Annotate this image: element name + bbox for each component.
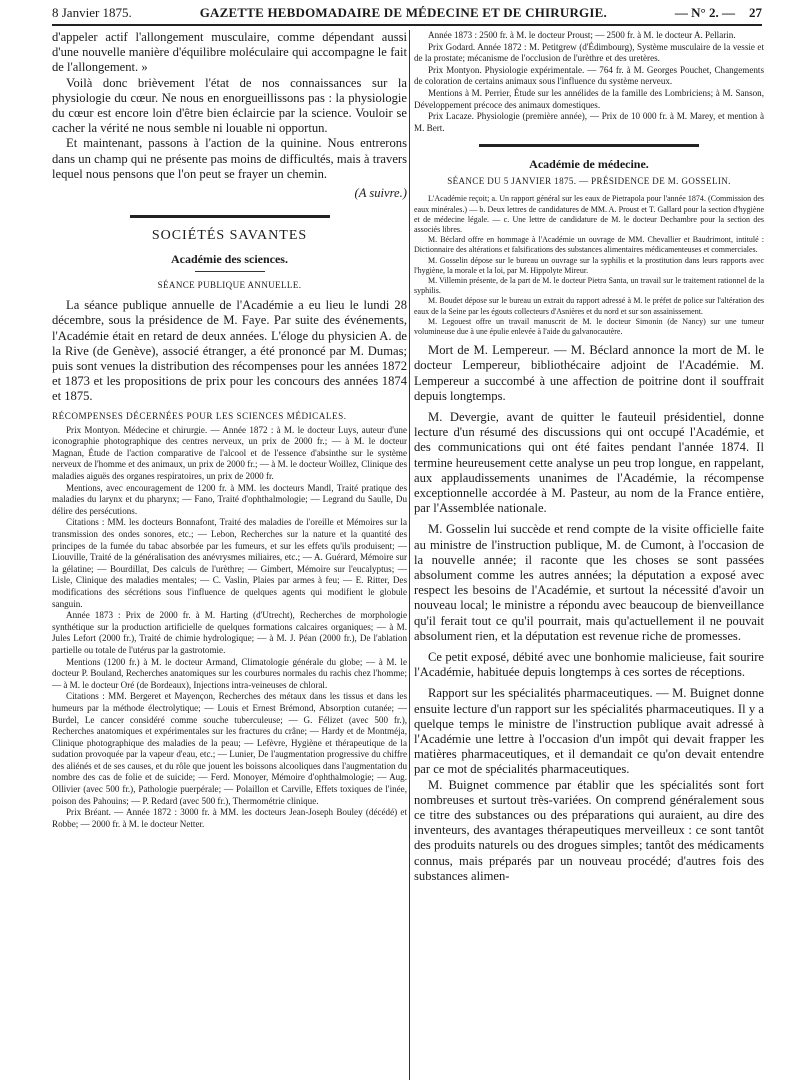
academy-heading: Académie des sciences.	[171, 252, 288, 267]
award-entry: Prix Lacaze. Physiologie (première année), — Prix de 10 000 fr. à M. Marey, et mention à M. Bert.	[414, 111, 764, 133]
section-rule	[130, 215, 330, 218]
award-entry: Prix Bréant. — Année 1872 : 3000 fr. à MM. les docteurs Jean-Joseph Bouley (décédé) et Robbe; — 2000 fr. à M. le docteur Netter.	[52, 807, 407, 829]
paragraph: M. Gosselin lui succède et rend compte de la visite officielle faite au ministre de l'instruction publique, M. de Cumont, à l'occasion de la nouvelle année; il raconte que les choses se sont passées absolument comme les autres années; la députation a exposé avec respect les besoins de l'Académie, et surtout la nécessité d'avoir un nouveau local; le ministre a répondu avec beaucoup de bienveillance qu'il ferait tout ce qu'il pourrait, mais qu'actuellement il ne pouvait absolument rien, et la députation est revenue riche de promesses.	[414, 522, 764, 643]
paragraph: M. Buignet commence par établir que les spécialités sont fort nombreuses et surtout très-variées. On comprend généralement sous ce titre des substances ou des préparations qui auraient, au dire des inventeurs, des avantages thérapeutiques merveilleux : ce sont tantôt des produits naturels ou des drogues simples; tantôt des médicaments connus, mais préparés par un nouveau procédé; d'autres fois des substances alimen-	[414, 777, 764, 883]
paragraph: Rapport sur les spécialités pharmaceutiques. — M. Buignet donne ensuite lecture d'un rapport sur les spécialités pharmaceutiques. Il y a quelque temps le ministre de l'instruction publique avait adressé à l'Académie une lettre à l'occasion d'un impôt qui devait frapper les matières pharmaceutiques, et il demandait ce qu'on devait entendre par ce mot de spécialités pharmaceutiques.	[414, 686, 764, 777]
awards-heading: RÉCOMPENSES DÉCERNÉES POUR LES SCIENCES MÉDICALES.	[52, 410, 347, 421]
right-column	[414, 30, 764, 884]
column-divider	[409, 30, 410, 1080]
session-heading: SÉANCE PUBLIQUE ANNUELLE.	[157, 280, 302, 291]
section-rule	[479, 144, 699, 147]
award-entry: Prix Godard. Année 1872 : M. Petitgrew (d'Édimbourg), Système musculaire de la vessie et de la prostate; mécanisme de l'occlusion de l'urèthre et des uretères.	[414, 41, 764, 64]
minutes-entry: M. Béclard offre en hommage à l'Académie un ouvrage de MM. Chevallier et Baudrimont, intitulé : Dictionnaire des altérations et falsifications des substances alimentaires médicamenteuses et commerciales.	[414, 235, 764, 255]
paragraph: La séance publique annuelle de l'Académie a eu lieu le lundi 28 décembre, sous la présidence de M. Faye. Par suite des événements, l'Académie était en retard de deux années. L'éloge du physicien A. de la Rive (de Genève), associé étranger, a été prononcé par M. Dumas; puis sont venues la distribution des récompenses pour les années 1872 et 1873 et les propositions de prix pour les concours des années 1874 et 1875.	[52, 298, 407, 404]
minutes-entry: M. Legouest offre un travail manuscrit de M. le docteur Simonin (de Nancy) sur une tumeur volumineuse due à une épulie enlevée à l'aide du galvanocautère.	[414, 316, 764, 336]
header-title: GAZETTE HEBDOMADAIRE DE MÉDECINE ET DE CHIRURGIE.	[199, 5, 607, 20]
paragraph: Mort de M. Lempereur. — M. Béclard annonce la mort de M. le docteur Lempereur, bibliothécaire adjoint de l'Académie. M. Lempereur a succombé à une affection de poitrine dont il souffrait depuis longtemps.	[414, 343, 764, 403]
paragraph: Voilà donc brièvement l'état de nos connaissances sur la physiologie du cœur. Ne nous en enorgueillissons pas : la physiologie du cœur est encore loin d'être bien éclaircie par la science. Vouloir se cacher la vérité ne nous semble ni louable ni opportun.	[52, 75, 407, 136]
award-entry: Mentions, avec encouragement de 1200 fr. à MM. les docteurs Mandl, Traité pratique des maladies du larynx et du pharynx; — Fano, Traité d'ophthalmologie; — Legrand du Saulle, Du délire des persécutions.	[52, 482, 407, 516]
award-entry: Année 1873 : 2500 fr. à M. le docteur Proust; — 2500 fr. à M. le docteur A. Pellarin.	[428, 30, 736, 40]
minutes-entry: M. Villemin présente, de la part de M. le docteur Pietra Santa, un travail sur le traitement rationnel de la syphilis.	[414, 275, 764, 296]
minutes-entry: M. Gosselin dépose sur le bureau un ouvrage sur la syphilis et la prostitution dans leurs rapports avec l'hygiène, la morale et la loi, par M. Hippolyte Mireur.	[414, 255, 764, 275]
paragraph: d'appeler actif l'allongement musculaire, comme dépendant aussi d'une nouvelle manière d'équilibre moléculaire qui accompagne le fait de l'allongement. »	[52, 30, 407, 75]
session-heading: SÉANCE DU 5 JANVIER 1875. — PRÉSIDENCE DE M. GOSSELIN.	[447, 176, 731, 187]
section-title: SOCIÉTÉS SAVANTES	[151, 228, 308, 244]
award-entry: Prix Montyon. Médecine et chirurgie. — Année 1872 : à M. le docteur Luys, auteur d'une iconographie photographique des centres nerveux, un prix de 2000 fr.; — à M. le docteur Magnan, Étude de l'action comparative de l'alcool et de l'essence d'absinthe sur le système nerveux de l'homme et des animaux, un prix de 2000 fr.; — à M. le docteur Woillez, Clinique des maladies aiguës des organes respiratoires, un prix de 2000 fr.	[52, 424, 407, 482]
header-date: 8 Janvier 1875.	[52, 5, 132, 20]
paragraph: M. Devergie, avant de quitter le fauteuil présidentiel, donne lecture d'un résumé des discussions qui ont occupé l'Académie, et des communications qui ont été faites pendant l'année 1874. Il termine heureusement cette analyse un peu trop longue, en rappelant, aux applaudissements unanimes de l'Académie, la récompense exceptionnelle accordée à M. Pasteur, au nom de la France entière, par l'Assemblée nationale.	[414, 410, 764, 516]
award-entry: Citations : MM. Bergeret et Mayençon, Recherches des métaux dans les tissus et dans les humeurs par la méthode électrolytique; — Louis et Ernest Brémond, Absorption cutanée; — Burdel, Le cancer considéré comme souche tuberculeuse; — G. Félizet (avec 500 fr.), Recherches anatomiques et expérimentales sur les fractures du crâne; — Hardy et de Montméja, Clinique photographique des maladies de la peau; — Lefèvre, Hygiène et thérapeutique de la sudation provoquée par la vapeur d'eau, etc.; — Lunier, De l'augmentation progressive du chiffre des aliénés et de ses causes, et du rôle que jouent les boissons alcooliques dans l'augmentation du nombre des cas de folie et de suicide; — Ferd. Monoyer, Mémoire d'ophthalmologie; — Aug. Ollivier (avec 500 fr.), Pathologie puerpérale; — Polaillon et Carville, Effets toxiques de l'inée, poison des Pahouins; — P. Redard (avec 500 fr.), Thermométrie clinique.	[52, 691, 407, 806]
award-entry: Mentions à M. Perrier, Étude sur les annélides de la famille des Lombriciens; à M. Sanson, Développement précoce des animaux domestiques.	[414, 87, 764, 110]
award-entry: Prix Montyon. Physiologie expérimentale. — 764 fr. à M. Georges Pouchet, Changements de coloration de certains animaux sous l'influence du système nerveux.	[414, 64, 764, 87]
header-page-number: 27	[748, 5, 762, 20]
paragraph: Ce petit exposé, débité avec une bonhomie malicieuse, fait sourire l'Académie, habituée depuis longtemps à ces sortes de réceptions.	[414, 650, 764, 680]
award-entry: Citations : MM. les docteurs Bonnafont, Traité des maladies de l'oreille et Mémoires sur la transmission des ondes sonores, etc.; — Lebon, Recherches sur la nature et la quantité des principes de la fumée du tabac absorbée par les fumeurs, et sur les effets qu'ils produisent; — Liouville, Traité de la généralisation des anévrysmes miliaires, etc.; — A. Guérard, Mémoire sur la gélatine; — Bourdillat, Des calculs de l'urèthre; — Gimbert, Mémoire sur l'eucalyptus; — Lisle, Clinique des maladies mentales; — C. Vaslin, Plaies par armes à feu; — E. Ritter, Des modifications des sécrétions sous l'influence de quelques agents qui modifient le globule sanguin.	[52, 517, 407, 609]
award-entry: Mentions (1200 fr.) à M. le docteur Armand, Climatologie générale du globe; — à M. le docteur P. Bouland, Recherches anatomiques sur les courbures normales du rachis chez l'homme; — à M. le docteur Oré (de Bordeaux), Injections intra-veineuses de chloral.	[52, 656, 407, 690]
minutes-entry: M. Boudet dépose sur le bureau un extrait du rapport adressé à M. le préfet de police sur l'altération des eaux de la Seine par les égouts collecteurs d'Asnières et du nord et sur son assainissement.	[414, 296, 764, 316]
left-column	[52, 30, 407, 830]
heading-underline	[195, 271, 265, 272]
award-entry: Année 1873 : Prix de 2000 fr. à M. Harting (d'Utrecht), Recherches de morphologie synthétique sur la production artificielle de quelques formations calcaires organiques; — à M. Jules Lefort (2000 fr.), Traité de chimie hydrologique; — à M. J. Péan (2000 fr.), De l'ablation partielle ou totale de l'utérus par la gastrotomie.	[52, 610, 407, 655]
minutes-entry: L'Académie reçoit; a. Un rapport général sur les eaux de Pietrapola pour l'année 1874. (Commission des eaux minérales.) — b. Deux lettres de candidatures de MM. A. Proust et T. Gallard pour la section d'hygiène et de médecine légale. — c. Une lettre de candidature de M. le docteur Dechambre pour la section des associés libres.	[414, 194, 764, 234]
academy-heading: Académie de médecine.	[529, 157, 649, 172]
to-be-continued: (A suivre.)	[354, 186, 407, 201]
paragraph: Et maintenant, passons à l'action de la quinine. Nous entrerons dans un champ qui ne présente pas moins de difficultés, mais à travers lequel nous pensons que l'on peut se frayer un chemin.	[52, 136, 407, 181]
header-issue: — N° 2. —	[674, 5, 735, 20]
page-header	[52, 2, 762, 26]
